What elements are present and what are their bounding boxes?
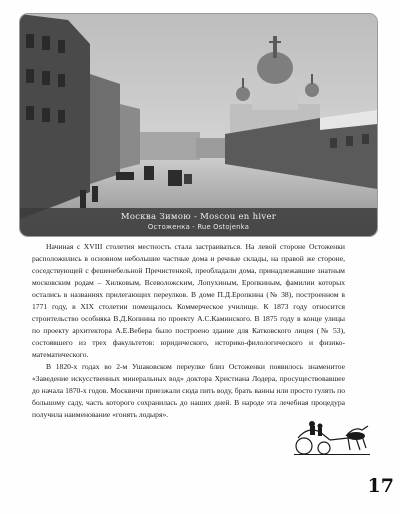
winter-street-photo xyxy=(20,14,377,236)
paragraph: В 1820-х годах во 2-м Ушаковском переулке близ Остоженки появилось знаменитое «Заведение искусственных минеральных вод» доктора Христиана Лодера, просуществовавшее до начала 1870-х годов. Москвичи приезжали сюда пить воду, брать ванны или просто гулять по большому саду, часть которого сохранилась до наших дней. В народе эта лечебная процедура получила наименование «гонять лодыря». xyxy=(32,362,345,419)
postcard-caption-title: Москва Зимою - Moscou en hiver xyxy=(120,212,277,222)
postcard-illustration xyxy=(20,14,377,236)
body-text xyxy=(32,241,345,421)
carriage-vignette xyxy=(290,414,374,458)
page-number: 17 xyxy=(367,475,394,497)
paragraph: Начиная с XVIII столетия местность стала застраиваться. На левой стороне Остоженки расположились в основном небольшие частные дома и речные склады, на правой же стороне, соседствующей с фешенебельной Пречистенкой, преобладали дома, принадлежавшие знатным московским родам – Хилковым, Всеволожским, Лопухиным, Еропкиным, фамилии которых остались в названиях прилегающих переулков. В доме П.Д.Еропкина (№ 38), построенном в 1771 году, в XIX столетии помещалось Коммерческое училище. К 1873 году относится строительство особняка В.Д.Копнина по проекту А.С.Каминского. В 1875 году в конце улицы по проекту архитектора А.Е.Вебера было построено здание для Катковского лицея (№ 53), состоявшего из трех факультетов: юридического, историко-филологического и физико-математического. xyxy=(32,242,345,359)
postcard-caption-subtitle: Остоженка - Rue Ostojenka xyxy=(147,223,250,231)
